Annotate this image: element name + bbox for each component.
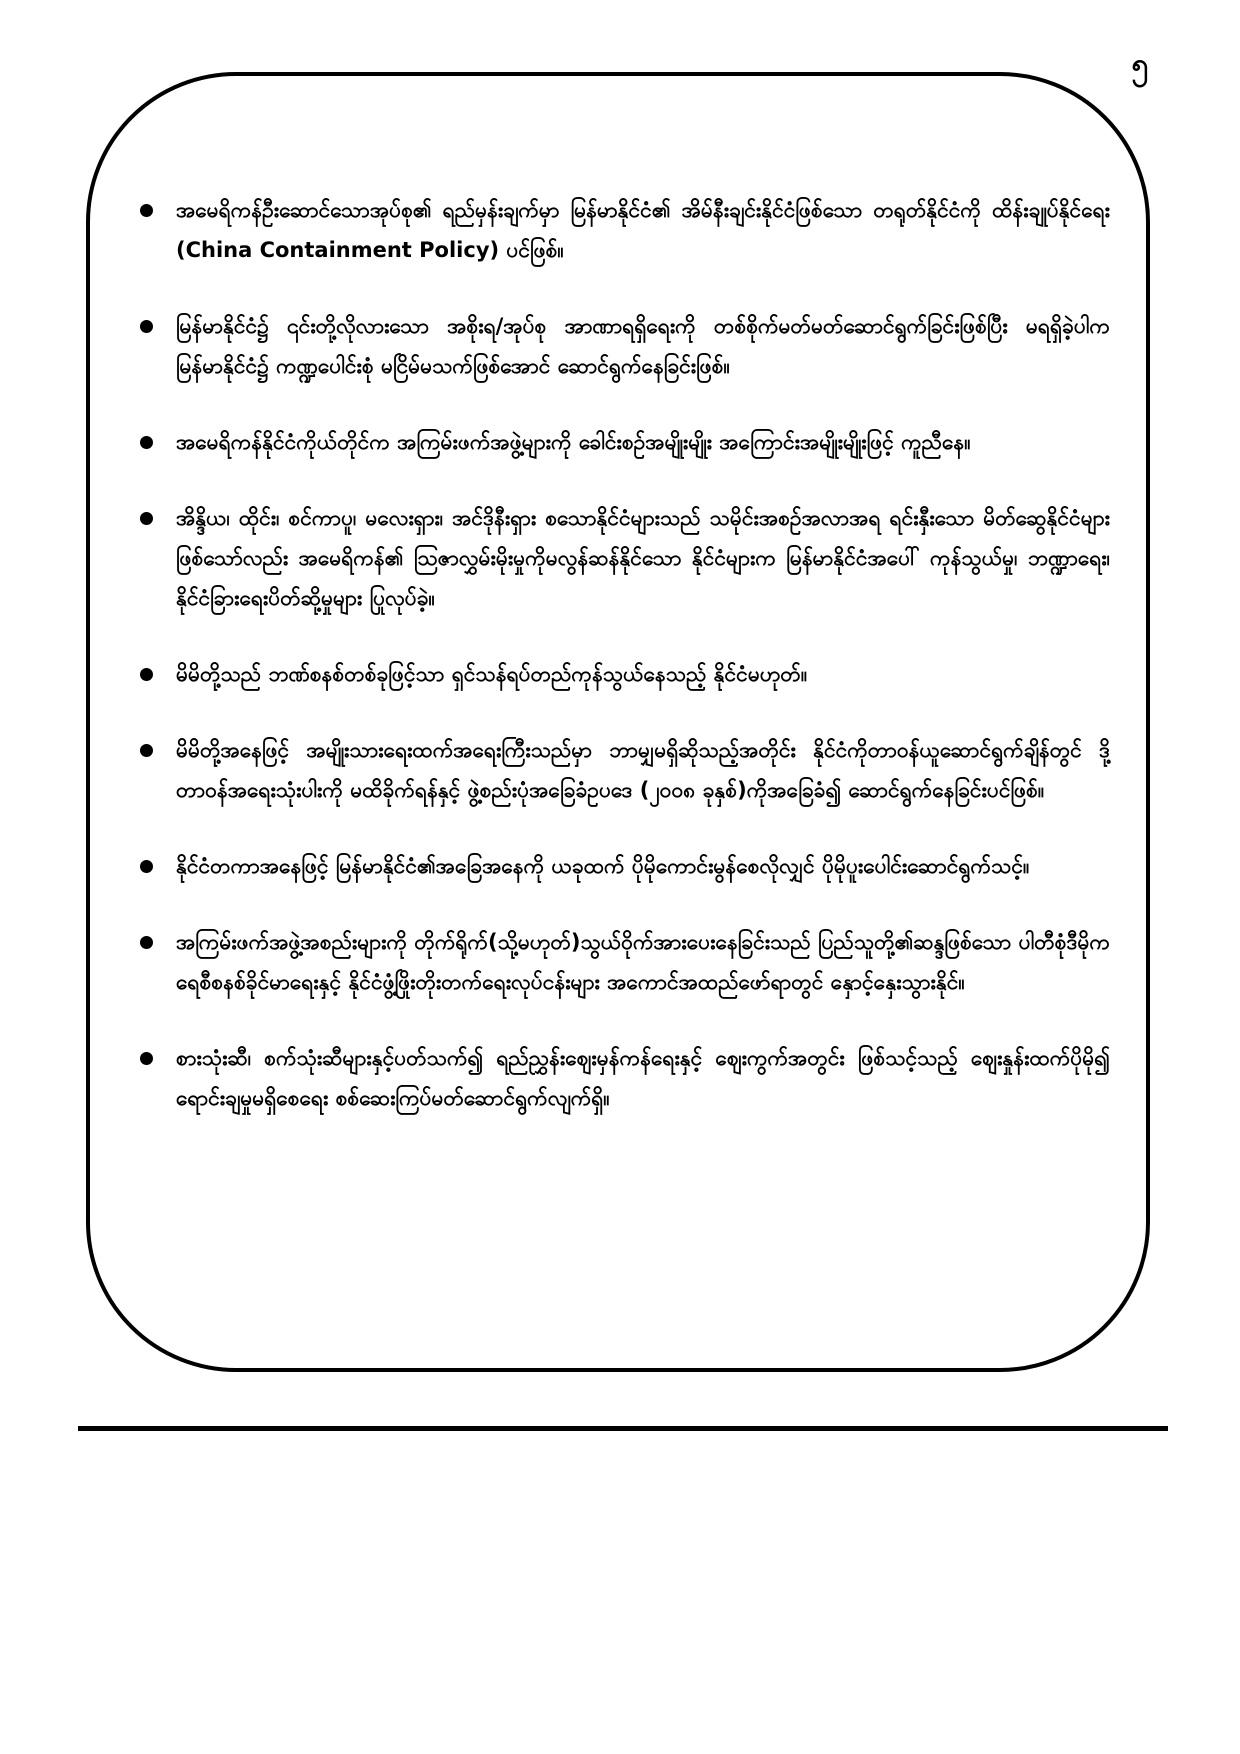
horizontal-divider	[78, 1426, 1168, 1431]
bullet-item	[140, 1038, 1110, 1118]
page-number: ၅	[1131, 47, 1149, 82]
bullet-text: မိမိတို့အနေဖြင့် အမျိုးသားရေးထက်အရေးကြီးသည်မှာ ဘာမျှမရှိဆိုသည့်အတိုင်း နိုင်ငံကိုတာဝန်ယူဆောင်ရွက်ချိန်တွင် ဒို့တာဝန်အရေးသုံးပါးကို မထိခိုက်ရန်နှင့် ဖွဲ့စည်းပုံအခြေခံဥပဒေ (၂၀၀၈ ခုနှစ်)ကိုအခြေခံ၍ ဆောင်ရွက်နေခြင်းပင်ဖြစ်။	[176, 738, 1110, 802]
bullet-dot-icon	[140, 204, 153, 217]
bullet-item	[140, 422, 1110, 462]
bullet-dot-icon	[140, 744, 153, 757]
bullet-item	[140, 306, 1110, 386]
bullet-item	[140, 730, 1110, 810]
bullet-item	[140, 922, 1110, 1002]
bullet-item	[140, 654, 1110, 694]
bullet-text: နိုင်ငံတကာအနေဖြင့် မြန်မာနိုင်ငံ၏အခြေအနေကို ယခုထက် ပိုမိုကောင်းမွန်စေလိုလျှင် ပိုမိုပူးပေါင်းဆောင်ရွက်သင့်။	[176, 854, 1030, 878]
bullet-text: အိန္ဒိယ၊ ထိုင်း၊ စင်ကာပူ၊ မလေးရှား၊ အင်ဒိုနီးရှား စသောနိုင်ငံများသည် သမိုင်းအစဉ်အလာအရ ရင်းနှီးသော မိတ်ဆွေနိုင်ငံများဖြစ်သော်လည်း အမေရိကန်၏ ဩဇာလွှမ်းမိုးမှုကိုမလွန်ဆန်နိုင်သော နိုင်ငံများက မြန်မာနိုင်ငံအပေါ် ကုန်သွယ်မှု၊ ဘဏ္ဍာရေး၊ နိုင်ငံခြားရေးပိတ်ဆို့မှုများ ပြုလုပ်ခဲ့။	[176, 506, 1110, 610]
bullet-dot-icon	[140, 668, 153, 681]
bullet-dot-icon	[140, 1052, 153, 1065]
bullet-dot-icon	[140, 860, 153, 873]
bullet-text: မိမိတို့သည် ဘဏ်စနစ်တစ်ခုဖြင့်သာ ရှင်သန်ရပ်တည်ကုန်သွယ်နေသည့် နိုင်ငံမဟုတ်။	[176, 662, 808, 686]
bullet-text: အမေရိကန်ဦးဆောင်သောအုပ်စု၏ ရည်မှန်းချက်မှာ မြန်မာနိုင်ငံ၏ အိမ်နီးချင်းနိုင်ငံဖြစ်သော တရုတ်နိုင်ငံကို ထိန်းချုပ်နိုင်ရေး (China Containment Policy) ပင်ဖြစ်။	[176, 198, 1110, 262]
bullet-text: အမေရိကန်နိုင်ငံကိုယ်တိုင်က အကြမ်းဖက်အဖွဲ့များကို ခေါင်းစဉ်အမျိုးမျိုး အကြောင်းအမျိုးမျိုးဖြင့် ကူညီနေ။	[176, 430, 971, 454]
bullet-text: အကြမ်းဖက်အဖွဲ့အစည်းများကို တိုက်ရိုက်(သို့မဟုတ်)သွယ်ဝိုက်အားပေးနေခြင်းသည် ပြည်သူတို့၏ဆန္ဒဖြစ်သော ပါတီစုံဒီမိုကရေစီစနစ်ခိုင်မာရေးနှင့် နိုင်ငံဖွံ့ဖြိုးတိုးတက်ရေးလုပ်ငန်းများ အကောင်အထည်ဖော်ရာတွင် နှောင့်နှေးသွားနိုင်။	[176, 930, 1110, 994]
bullet-dot-icon	[140, 320, 153, 333]
bullet-dot-icon	[140, 936, 153, 949]
bullet-list	[140, 190, 1110, 1154]
bullet-dot-icon	[140, 436, 153, 449]
bullet-dot-icon	[140, 512, 153, 525]
bullet-text: စားသုံးဆီ၊ စက်သုံးဆီများနှင့်ပတ်သက်၍ ရည်ညွှန်းဈေးမှန်ကန်ရေးနှင့် ဈေးကွက်အတွင်း ဖြစ်သင့်သည့် ဈေးနှုန်းထက်ပိုမို၍ ရောင်းချမှုမရှိစေရေး စစ်ဆေးကြပ်မတ်ဆောင်ရွက်လျက်ရှိ။	[176, 1046, 1110, 1110]
bullet-item	[140, 846, 1110, 886]
bullet-item	[140, 190, 1110, 270]
bullet-item	[140, 498, 1110, 618]
bullet-text: မြန်မာနိုင်ငံ၌ ၎င်းတို့လိုလားသော အစိုးရ/အုပ်စု အာဏာရရှိရေးကို တစ်စိုက်မတ်မတ်ဆောင်ရွက်ခြင်းဖြစ်ပြီး မရရှိခဲ့ပါက မြန်မာနိုင်ငံ၌ ကဏ္ဍပေါင်းစုံ မငြိမ်မသက်ဖြစ်အောင် ဆောင်ရွက်နေခြင်းဖြစ်။	[176, 314, 1110, 378]
